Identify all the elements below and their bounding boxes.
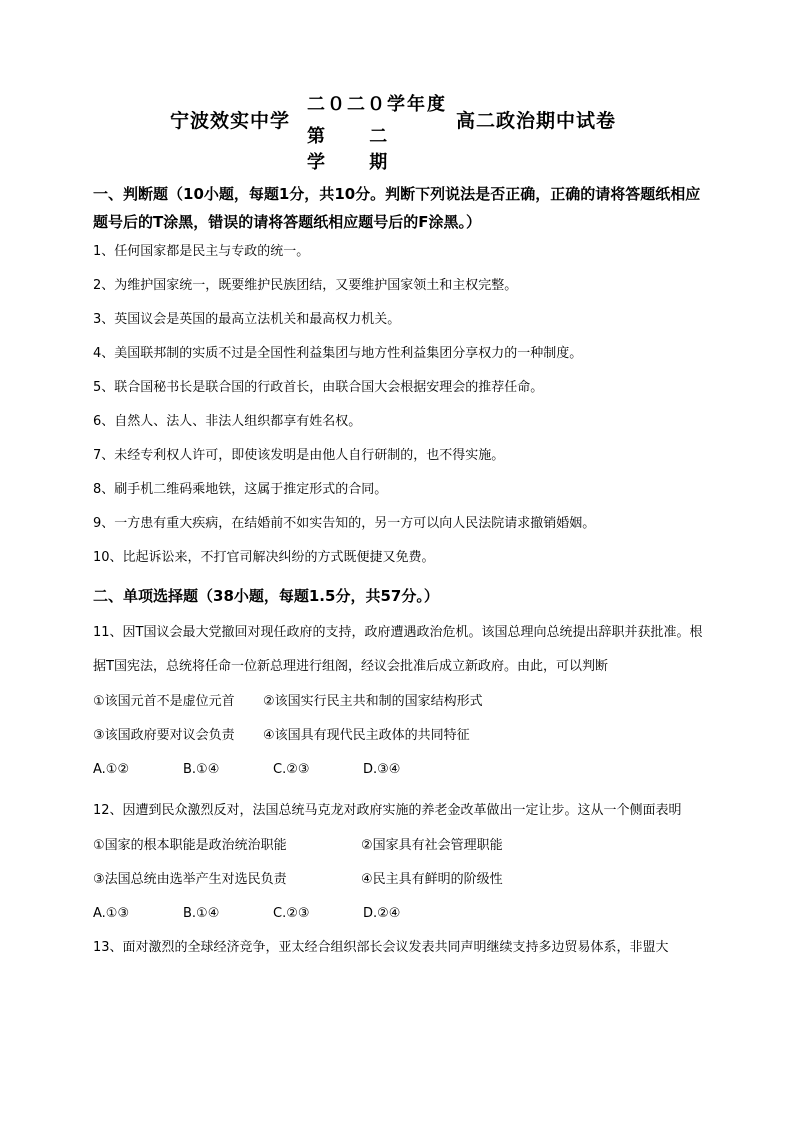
question-5: 5、联合国秘书长是联合国的行政首长，由联合国大会根据安理会的推荐任命。: [93, 380, 544, 395]
question-11-option: ①该国元首不是虚位元首: [93, 694, 235, 709]
exam-title: 高二政治期中试卷: [456, 110, 617, 132]
question-12-answers: [93, 904, 713, 924]
answer-choice: B.①④: [183, 762, 220, 777]
question-12-option: ①国家的根本职能是政治统治职能: [93, 838, 287, 853]
question-11-options-row2: [93, 726, 713, 746]
answer-choice: C.②③: [273, 762, 310, 777]
exam-content: [93, 180, 713, 972]
question-8: 8、刷手机二维码乘地铁，这属于推定形式的合同。: [93, 482, 388, 497]
question-13-stem: 13、面对激烈的全球经济竞争，亚太经合组织部长会议发表共同声明继续支持多边贸易体系，非盟大: [93, 940, 669, 955]
answer-choice: D.③④: [363, 762, 401, 777]
question-11-option: ③该国政府要对议会负责: [93, 728, 235, 743]
question-11-option: ②该国实行民主共和制的国家结构形式: [263, 694, 483, 709]
question-11-options-row1: [93, 692, 713, 712]
section-1-title: 一、判断题（10小题，每题1分，共10分。判断下列说法是否正确，正确的请将答题纸相应题号后的T涂黑，错误的请将答题纸相应题号后的F涂黑。）: [93, 185, 701, 231]
question-12-option: ④民主具有鲜明的阶级性: [361, 872, 503, 887]
question-2: 2、为维护国家统一，既要维护民族团结，又要维护国家领土和主权完整。: [93, 278, 518, 293]
answer-choice: A.①②: [93, 762, 130, 777]
question-10: 10、比起诉讼来，不打官司解决纠纷的方式既便捷又免费。: [93, 550, 435, 565]
question-7: 7、未经专利权人许可，即使该发明是由他人自行研制的，也不得实施。: [93, 448, 505, 463]
question-12-option: ③法国总统由选举产生对选民负责: [93, 872, 287, 887]
school-year-line1: 二０二０学年度: [307, 94, 447, 115]
question-11-option: ④该国具有现代民主政体的共同特征: [263, 728, 470, 743]
school-year-line2: 第 二 学 期: [307, 126, 398, 173]
exam-header: [0, 90, 794, 173]
question-9: 9、一方患有重大疾病，在结婚前不如实告知的，另一方可以向人民法院请求撤销婚姻。: [93, 516, 596, 531]
question-12-stem: 12、因遭到民众激烈反对，法国总统马克龙对政府实施的养老金改革做出一定让步。这从一个侧面表明: [93, 803, 682, 818]
question-12-options-row1: [93, 836, 713, 856]
answer-choice: A.①③: [93, 906, 130, 921]
question-12-options-row2: [93, 870, 713, 890]
answer-choice: D.②④: [363, 906, 401, 921]
section-2-title: 二、单项选择题（38小题，每题1.5分，共57分。）: [93, 587, 439, 605]
question-1: 1、任何国家都是民主与专政的统一。: [93, 244, 310, 259]
question-4: 4、美国联邦制的实质不过是全国性利益集团与地方性利益集团分享权力的一种制度。: [93, 346, 583, 361]
answer-choice: B.①④: [183, 906, 220, 921]
answer-choice: C.②③: [273, 906, 310, 921]
question-12-option: ②国家具有社会管理职能: [361, 838, 503, 853]
question-3: 3、英国议会是英国的最高立法机关和最高权力机关。: [93, 312, 401, 327]
school-year: [307, 90, 447, 174]
question-11-answers: [93, 760, 713, 780]
question-11-stem: 11、因T国议会最大党撤回对现任政府的支持，政府遭遇政治危机。该国总理向总统提出辞职并获批准。根据T国宪法，总统将任命一位新总理进行组阁，经议会批准后成立新政府。由此，可以判断: [93, 625, 703, 674]
school-name: 宁波效实中学: [170, 110, 291, 132]
question-6: 6、自然人、法人、非法人组织都享有姓名权。: [93, 414, 362, 429]
